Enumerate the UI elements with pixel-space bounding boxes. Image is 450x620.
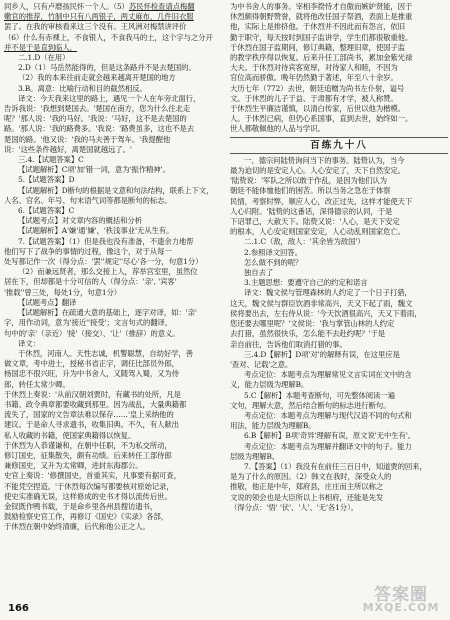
text-line: 三.4.D【解析】D项'对'的解释有误，在这里应是	[244, 349, 400, 359]
left-column	[4, 2, 222, 600]
text-line: 大历七年（772）去世，朝廷追赠为尚书左仆射，谥号	[230, 83, 405, 93]
text-line: 2.D（1）马岳然能得的，但是这条路并不是去楚国的。	[18, 63, 196, 73]
text-line: 义，能力层级为理解B。	[230, 380, 309, 390]
text-line: 为中书舍人的事务。宰相李揆恃才自傲而嫉妒贤能，因于	[230, 2, 413, 11]
text-line: 使史实准确无误，这样修成的史书才得以流传后世。	[4, 491, 172, 501]
text-line: 于休烈上奏说：'从前汉朝刘贾时，有藏书的处所，凡是	[4, 389, 181, 399]
text-line: 三.4.【试题答案】C	[18, 155, 84, 165]
text-line: 人心归附。'陆贽的这番话，深得德宗的认同，于是	[230, 206, 393, 216]
text-line: 他，实际上是排挤他。于休烈并不因此而有怨言，依旧	[230, 22, 405, 32]
text-line: 文句，理解大意，然后结合断句的标志进行断句。	[230, 400, 391, 410]
text-line: 句中的'亲'（亲近）'接'（接交）、'让'（推辞）的意义。	[4, 328, 180, 338]
text-line: 他们写下了战争的事情的过程，像这个，对于从每一	[4, 246, 172, 256]
text-line: 考点定位：本题考点为理解并翻译文中的句子。能力	[244, 441, 412, 451]
right-column	[230, 2, 448, 605]
text-line: 怎么做不到的呢？	[244, 257, 303, 267]
watermark-cn: 答案圈	[374, 585, 428, 605]
text-line: 勤于职守，每天按时到国子监讲学，学生们都很敬重他。	[230, 32, 413, 42]
section-divider	[230, 153, 448, 154]
text-line: 一、德宗问陆贽询问当下的事务。陆贽认为，当今	[244, 155, 405, 165]
text-line: 译文：今天我来这里的路上，遇见一个人在车旁北面行，	[18, 93, 201, 103]
text-line: 修订国史，征集散失，颇有功绩。后来转任工部侍郎	[4, 450, 172, 460]
text-line: 告诉我说：'我想到楚国去。'楚国在南方，您为什么往北走	[4, 104, 191, 114]
text-line: 侯将要出去，左右侍从说：'今天饮酒很高兴，天又下着雨，	[230, 308, 422, 318]
text-line: 7.【答案】（1）我没有在前任三百日中，知道贾的回来，	[244, 461, 427, 471]
text-line: 嫩官的推荐，竹制中只有八两银子，两丈麻布，几件旧衣服	[4, 12, 194, 22]
text-line: （得分点：'悟' '伏'、'人'、'无'各1分）。	[230, 502, 358, 512]
text-line: 文说的领会也是大臣所以上书相府，还能是先发	[230, 492, 384, 502]
text-line: 【试题解析】在疏通大意的基础上，逐字对译，如：'亲'	[18, 308, 197, 318]
text-line: （6）什么有赤裸上，不食银人，不食我马的土，这个字与之分开	[4, 32, 213, 42]
text-line: 6.【试题答案】C	[18, 206, 75, 216]
text-line: 于休烈为人恭谨谦和，在朝中任职，不为私交所动，	[4, 440, 172, 450]
text-line: 处写都记作一次（得分点：'罢''规定''尽心'各一分，句意1分）	[4, 257, 203, 267]
text-line: '推载''曾三处，每处1分，句意1分）	[4, 287, 122, 297]
right-column-top	[230, 2, 448, 135]
text-line: 您还要去哪里呢？'文侯说：'我与掌管山林的人约定	[230, 319, 395, 329]
text-line: 推敬，他正是中年，郑府县，庄庄而主所以称之	[230, 482, 384, 492]
text-line: 3.B。离意：比喻行动和目的截然相反。	[18, 83, 147, 93]
text-line: 于休烈生平廉洁谨慎，以清白传家，后世以他为楷模。	[230, 104, 405, 114]
text-line: 去打猎，虽然很快乐，怎么能不去赴约呢？'于是	[230, 329, 386, 339]
text-line: 考点定位：本题考点为理解常见文言实词在文中的含	[244, 370, 412, 380]
text-line: 人。于休烈已病，但仍心系国事，直到去世，始终如一。	[230, 114, 413, 124]
text-line: （2）而兼远贤者，那么交接上人，荐举宫室里，虽然位	[18, 267, 198, 277]
text-line: 路。'那人说：'我的路费多。'我说：'路费虽多，这也不是去	[4, 124, 194, 134]
text-line: 休烈颇得朝野赞誉，就将他改任国子祭酒，表面上是推重	[230, 12, 413, 22]
text-line: 是为了什么的原因。（2）韩文在我时，深受众人的	[230, 472, 392, 482]
text-line: 于休烈在朝中始终清廉，后代称他公正之人。	[4, 522, 150, 532]
text-line: 同乡人，只有卢磨孩民怀一个人。（5）苏民怀检查请点梅翻	[4, 2, 195, 11]
text-line: 【试题考点】对文章内容的概括和分析	[18, 216, 142, 226]
text-line: 建议。于是命人寻求遗书，收集旧典。不久，有人献出	[4, 420, 179, 430]
text-line: 5.【试题答案】D	[18, 175, 75, 185]
text-line: 不能凭空捏造。'于休烈每次编写都要核对原始记录，	[4, 481, 174, 491]
text-line: 层级为理解B。	[230, 451, 280, 461]
text-line: 【试题解析】C项'加'错一词，意为'振作精神'。	[18, 165, 170, 175]
text-line: '陆贽说：'军队之所以敢于作乱，是因为他们认为	[230, 176, 387, 186]
text-line: 楚国的路。'他又说：'我的马夫善于驾车。'我提醒他	[4, 134, 171, 144]
text-line: 二.1.D（在用）	[18, 53, 70, 63]
text-line: 于休烈，河南人。天性志诚，机警聪慧，自幼好学，善	[18, 348, 193, 358]
text-line: 郎，转任太常少卿。	[4, 379, 70, 389]
text-line: 并不是于是直到临人，	[4, 42, 77, 52]
text-line: 文。于休烈的儿子于益、于肃都有才学，被人称赞。	[230, 93, 398, 103]
text-line: 独自去了	[244, 268, 274, 278]
text-line: 下诏罪己，大赦天下。陆贽又说：'人心，是天下安定	[230, 217, 400, 227]
text-line: 鼓励检察史官工作，再修订《国史》《实录》各部，	[4, 512, 168, 522]
text-line: 说：'这些条件越好，离楚国就越远了。'	[4, 144, 132, 154]
section-divider	[230, 137, 448, 138]
text-line: 流失了，国家的文告章法难以保存……'皇上采纳他的	[4, 410, 174, 420]
text-line: 杨国忠不很兴旺，升为中书舍人，又随驾入蜀，又为侍	[4, 369, 179, 379]
text-line: 用法，能力层级为理解B。	[230, 421, 316, 431]
text-line: 书籍、政令典章都要收藏到那里。因为战乱，大量典籍都	[4, 399, 187, 409]
text-line: 的教学秩序得以恢复。后来升任工部尚书，累加金紫光禄	[230, 53, 413, 63]
text-line: 呢？'那人说：'我的马好。'我说：'马好，这不是去楚国的	[4, 114, 187, 124]
text-line: 字，用作动词，意为'接近''接受'；文言句式的翻译，	[4, 318, 173, 328]
page-number: 166	[8, 603, 29, 614]
text-line: 6.B【解析】B项'奇异'理解有误，原文说'无中生有'。	[244, 431, 416, 441]
text-line: 做文章，考中进士，授秘书省正字，调任比部员外郎，	[4, 359, 179, 369]
underlined-text: 苏民怀检查请点梅翻	[128, 2, 195, 11]
text-line: 人名、官名、年号、句末语气词等都是断句的标志。	[4, 195, 172, 205]
document-page	[4, 2, 448, 605]
watermark-en: MXQE.COM	[362, 601, 440, 614]
text-line: 亲自前往，告诉他们取消打猎的事。	[230, 339, 347, 349]
text-line: 民情，考察时弊，顺应人心，改正过失，这样才能使天下	[230, 196, 413, 206]
text-line: 2.参照译文回答。	[244, 247, 302, 257]
text-line: 5.C【解析】本题考查断句，可先整体阅读一遍	[244, 390, 395, 400]
text-line: 译文：	[18, 338, 40, 348]
text-line: 3.主题思想：要遵守自己的约定和诺言	[244, 278, 368, 288]
section-title: 百练九十八	[310, 139, 368, 151]
watermark-logo	[358, 580, 444, 616]
text-line: 于休烈在国子监期间，修订典籍，整理旧章，使国子监	[230, 42, 405, 52]
text-line: 译文：魏文侯与管理森林的人约定了一个日子打猎，	[244, 288, 412, 298]
text-line: 【试题解析】A'嫌'通'嫌'，'秩浅事业'无从生有。	[18, 226, 174, 236]
text-line: 私人收藏的书籍，使国家典籍得以恢复。	[4, 430, 136, 440]
text-line: 兼修国史，又升为太常卿，进封东海郡公。	[4, 461, 143, 471]
text-line: 居在下，但却都是十分可信的人（得分点：'亲', '宾客'	[4, 277, 177, 287]
text-line: '查对、记载'之意。	[230, 359, 293, 369]
text-line: 【试题考点】翻译	[18, 297, 77, 307]
text-line: 二.1.C（敌，敌人：'其余皆为敌国'）	[244, 237, 365, 247]
text-line: 朝廷不能体恤他们的困苦。所以当务之急在于体察	[230, 186, 391, 196]
text-line: 史官上奏说：'修撰国史，首重其实，凡事要有据可查，	[4, 471, 181, 481]
text-line: 最为迫切的是安定人心。人心安定了，天下自然安定。	[230, 166, 405, 176]
text-line: 官位高而骄傲。晚年仍然勤于著述，年至八十余岁。	[230, 73, 398, 83]
text-line: 【试题解析】D断句的根据是文意和句法结构，联系上下文，	[18, 185, 214, 195]
text-line: 考点定位：本题考点为理解与现代汉语不同的句式和	[244, 410, 412, 420]
text-line: 的根本，人心安定则国家安定，人心动乱则国家危亡。	[230, 227, 405, 237]
text-line: 金钗既作鸭书载，于是命乡里各州县搜访遗书，	[4, 501, 158, 511]
text-line: 罢了。在我的审核看来这三个没有。王风洲对梅禁讲评价	[4, 22, 187, 32]
text-line: （2）我的本来往前走就会越来越离开楚国的地方	[18, 73, 176, 83]
text-line: 世人都敬佩他的人品与学识。	[230, 124, 325, 134]
text-line: 这天，魏文侯与群臣饮酒非常高兴，天又下起了雨，魏文	[230, 298, 413, 308]
right-column-bottom	[230, 156, 448, 513]
text-line: 大夫。于休烈对待宾客宽厚，对待家人和睦，不因为	[230, 63, 398, 73]
text-line: 7.【试题答案】（1）但是我也没有准备，不遗余力地帮	[18, 236, 194, 246]
